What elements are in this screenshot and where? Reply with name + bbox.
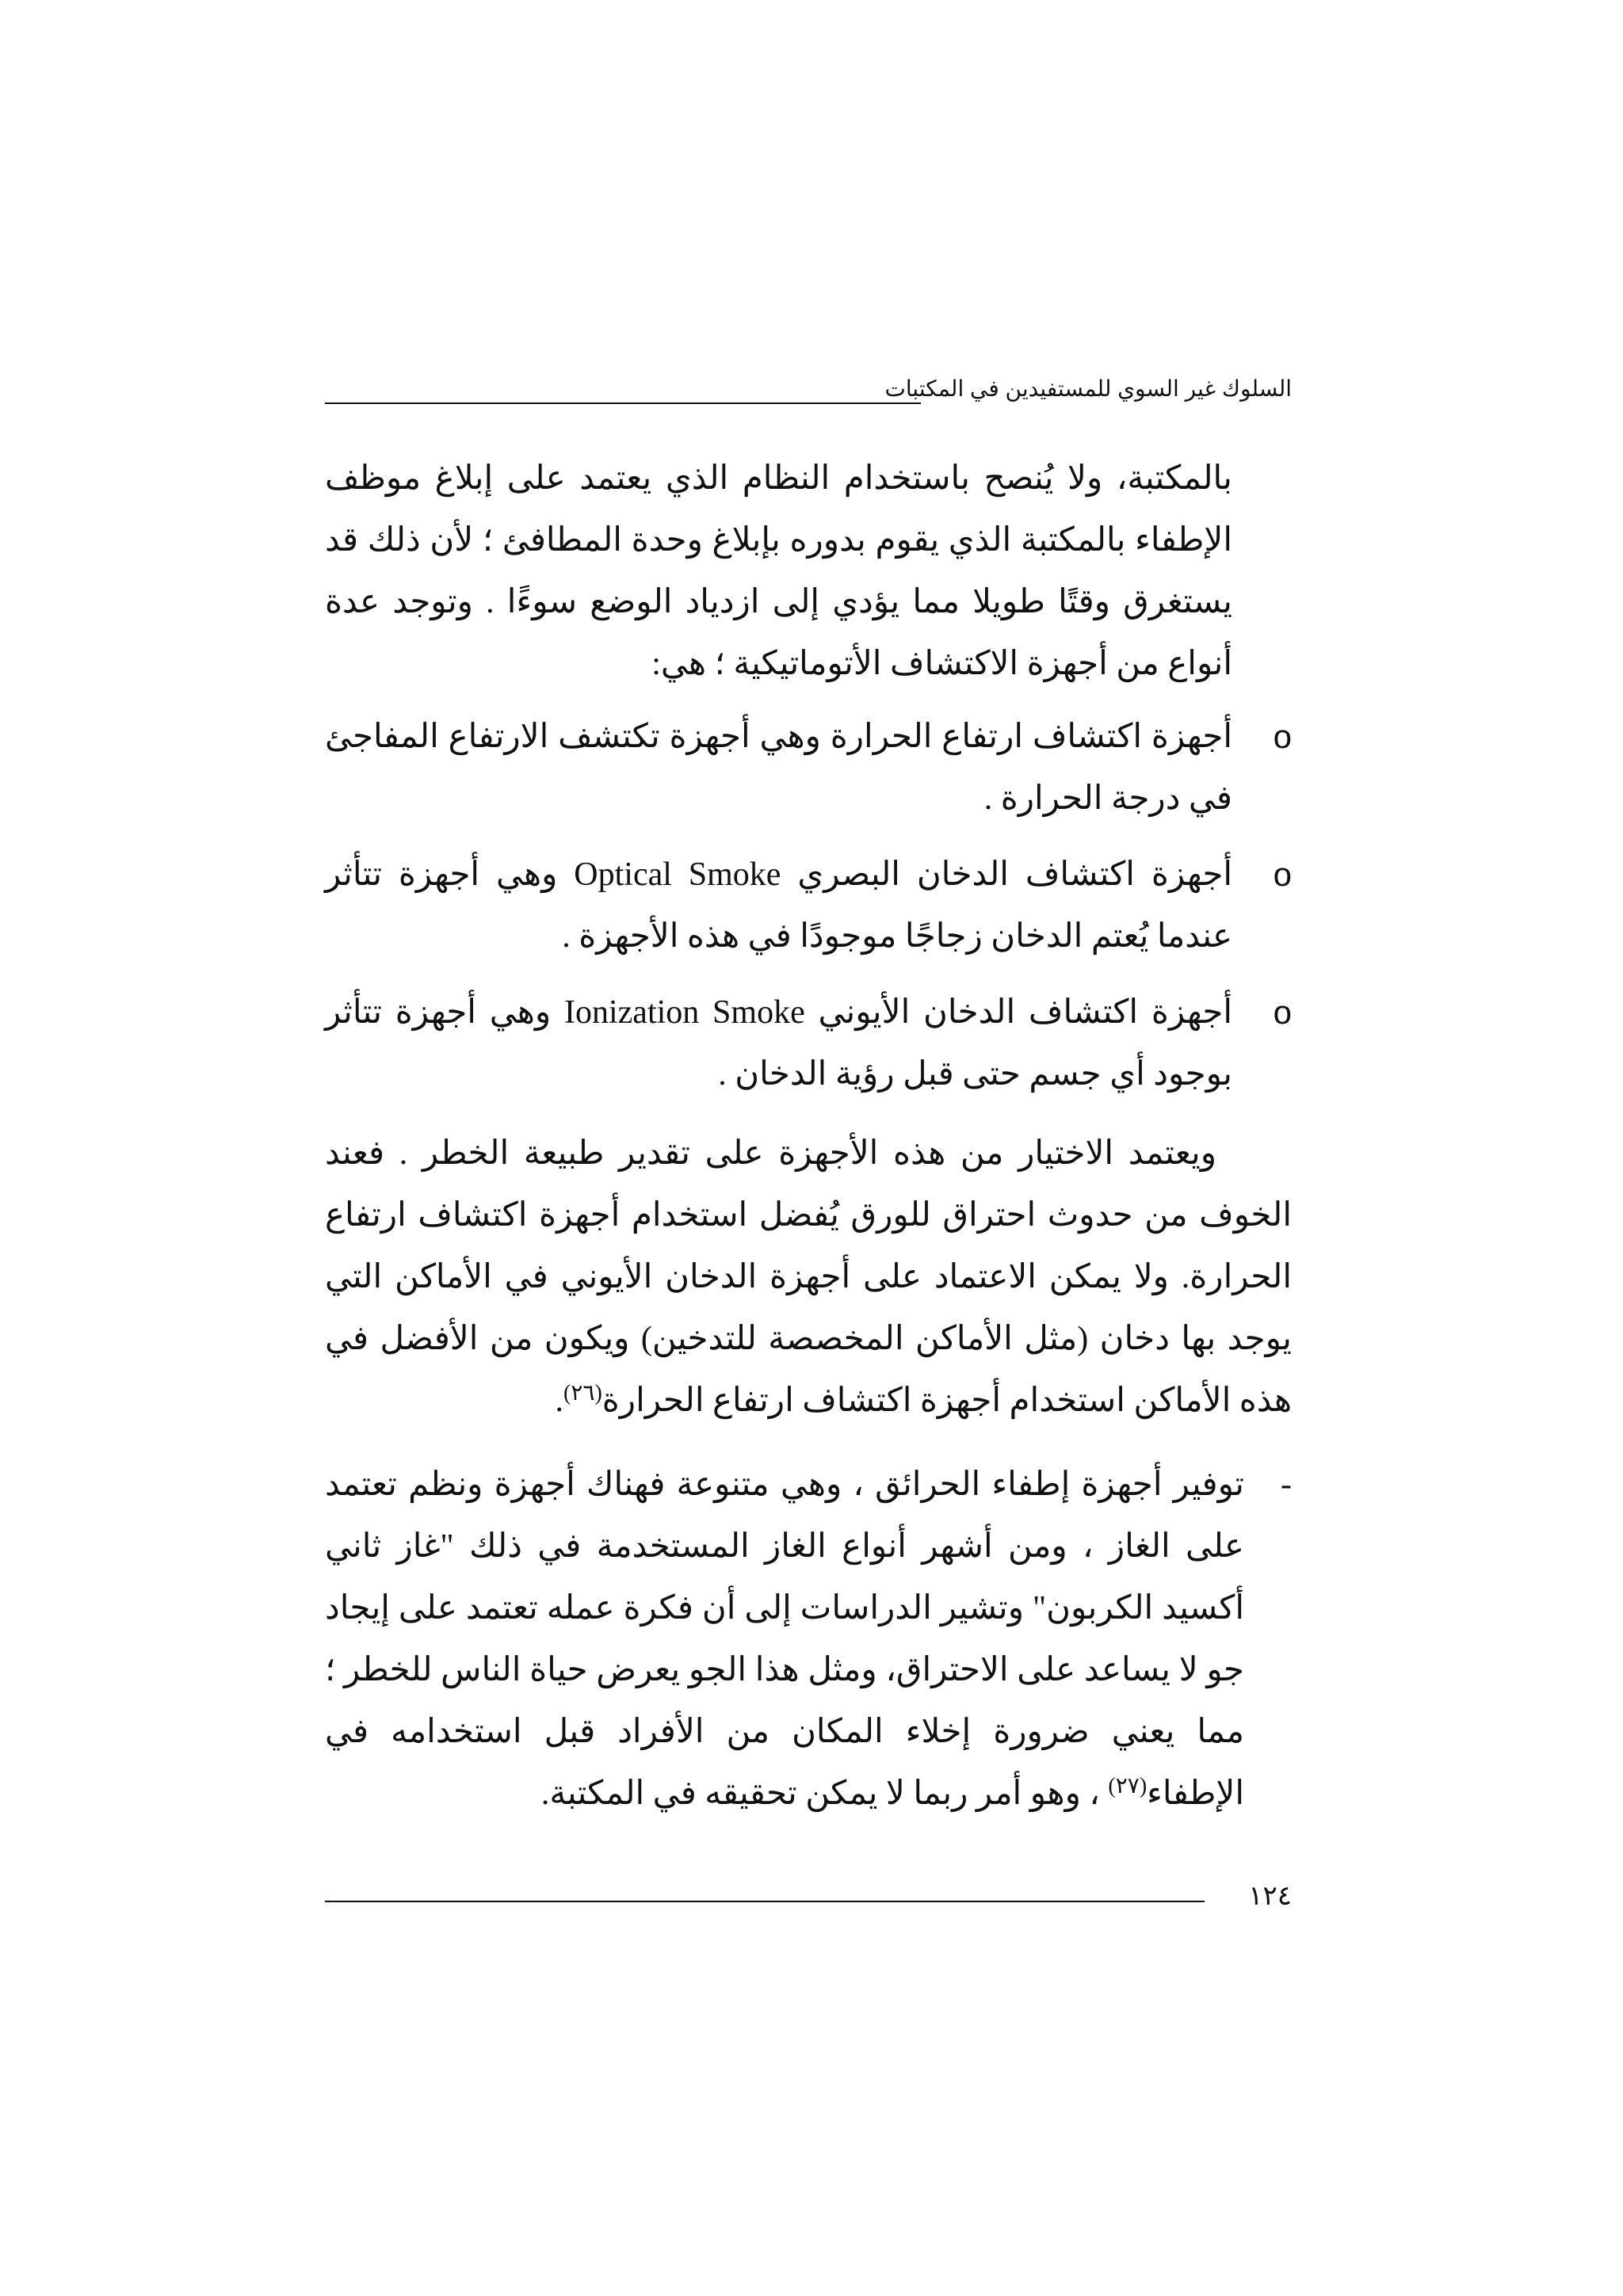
footer-rule: [325, 1901, 1205, 1902]
dash-item-end: ، وهو أمر ربما لا يمكن تحقيقه في المكتبة.: [540, 1775, 1109, 1812]
bullet-marker: o: [1273, 994, 1292, 1031]
list-item: [325, 982, 1292, 1105]
list-item-text: أجهزة اكتشاف الدخان البصري: [797, 856, 1233, 893]
latin-term: Ionization Smoke: [564, 994, 805, 1031]
page-footer: [325, 1880, 1292, 1920]
dash-marker: -: [1281, 1466, 1292, 1503]
list-item: [325, 706, 1292, 830]
latin-term: Optical Smoke: [574, 856, 781, 893]
main-paragraph-text: ويعتمد الاختيار من هذه الأجهزة على تقدير طبيعة الخطر . فعند الخوف من حدوث احتراق للورق يُفضل استخدام أجهزة اكتشاف ارتفاع الحرارة. ولا يمكن الاعتماد على أجهزة الدخان الأيوني في الأماكن التي يوجد بها دخان (مثل الأماكن المخصصة للتدخين) ويكون من الأفضل في هذه الأماكن استخدام أجهزة اكتشاف ارتفاع الحرارة: [325, 1135, 1292, 1419]
list-item-text: أجهزة اكتشاف ارتفاع الحرارة وهي أجهزة تكتشف الارتفاع المفاجئ في درجة الحرارة .: [325, 719, 1232, 817]
running-header: [325, 376, 1292, 415]
running-header-title: السلوك غير السوي للمستفيدين في المكتبات: [884, 376, 1292, 401]
list-item-text: أجهزة اكتشاف الدخان الأيوني: [818, 994, 1233, 1031]
header-rule: [325, 402, 921, 404]
page-body: [325, 448, 1292, 1825]
list-item-text: وهي أجهزة تتأثر بوجود أي جسم حتى قبل رؤية الدخان .: [325, 994, 1232, 1093]
dash-item-text: توفير أجهزة إطفاء الحرائق ، وهي متنوعة فهناك أجهزة ونظم تعتمد على الغاز ، ومن أشهر أنواع الغاز المستخدمة في ذلك "غاز ثاني أكسيد الكربون" وتشير الدراسات إلى أن فكرة عمله تعتمد على إيجاد جو لا يساعد على الاحتراق، ومثل هذا الجو يعرض حياة الناس للخطر ؛ مما يعني ضرورة إخلاء المكان من الأفراد قبل استخدامه في الإطفاء: [325, 1466, 1244, 1812]
bullet-marker: o: [1273, 856, 1292, 893]
dash-list: [325, 1454, 1292, 1825]
footnote-reference: (٢٧): [1108, 1774, 1148, 1798]
page-number: ١٢٤: [1248, 1881, 1292, 1911]
bullet-marker: o: [1273, 718, 1292, 755]
list-item: [325, 844, 1292, 967]
detector-types-list: [325, 706, 1292, 1105]
list-item: [325, 1454, 1292, 1825]
footnote-reference: (٢٦): [563, 1381, 602, 1405]
main-paragraph: [325, 1123, 1292, 1432]
main-paragraph-end: .: [555, 1383, 564, 1419]
list-item-text: وهي أجهزة تتأثر عندما يُعتم الدخان زجاجًا موجودًا في هذه الأجهزة .: [325, 856, 1232, 955]
intro-paragraph: بالمكتبة، ولا يُنصح باستخدام النظام الذي يعتمد على إبلاغ موظف الإطفاء بالمكتبة الذي يقوم بدوره بإبلاغ وحدة المطافئ ؛ لأن ذلك قد يستغرق وقتًا طويلا مما يؤدي إلى ازدياد الوضع سوءًا . وتوجد عدة أنواع من أجهزة الاكتشاف الأتوماتيكية ؛ هي:: [325, 460, 1232, 682]
